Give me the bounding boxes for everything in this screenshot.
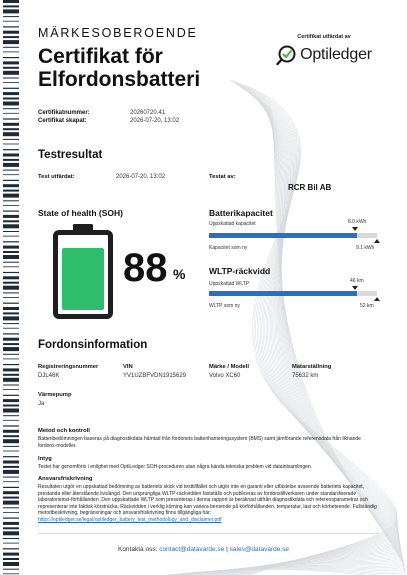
stripe-band [3, 531, 19, 535]
stripe-band [3, 497, 19, 499]
stripe-band [3, 359, 19, 360]
stripe-band [3, 553, 19, 556]
stripe-band [3, 272, 19, 273]
stripe-band [3, 430, 19, 433]
page-title: Certifikat för Elfordonsbatteri [38, 45, 201, 91]
vin-label: VIN [123, 364, 133, 370]
vin-value: YV1UZBFVDN1915629 [123, 373, 187, 379]
stripe-band [3, 501, 19, 505]
disclaimer-title: Ansvarsfriskrivning [38, 476, 93, 482]
test-by-label: Testat av: [209, 174, 236, 180]
stripe-band [3, 481, 19, 482]
stripe-band [3, 470, 19, 474]
stripe-band [3, 389, 19, 390]
test-date-label: Test utfärdat: [38, 174, 75, 180]
stripe-band [3, 415, 19, 416]
stripe-band [3, 246, 19, 249]
stripe-band [3, 88, 19, 89]
cert-created-label: Certifikat skapat: [38, 118, 87, 124]
disclaimer-block [38, 484, 378, 524]
stripe-band [3, 518, 19, 519]
stripe-band [3, 378, 19, 382]
stripe-band [3, 170, 19, 171]
stripe-band [3, 149, 19, 150]
capacity-title: Batterikapacitet [209, 208, 273, 218]
range-measured-marker [352, 286, 358, 290]
stripe-band [3, 569, 19, 570]
capacity-new-label: Kapacitet som ny [209, 245, 248, 251]
stripe-band [3, 328, 19, 329]
battery-gauge [53, 224, 113, 319]
stripe-band [3, 538, 19, 539]
stripe-band [3, 102, 19, 106]
footer-divider [38, 533, 379, 534]
stripe-band [3, 184, 19, 187]
footer-email-sales[interactable]: sales@datavarde.se [229, 546, 290, 553]
issuer-block [269, 34, 379, 66]
stripe-band [3, 527, 19, 529]
stripe-band [3, 132, 19, 136]
stripe-band [3, 9, 19, 13]
range-new-value: 52 km [360, 303, 374, 309]
stripe-band [3, 61, 19, 64]
stripe-band [3, 425, 19, 426]
stripe-band [3, 316, 19, 320]
battery-body [53, 230, 113, 319]
stripe-band [3, 190, 19, 192]
stripe-band [3, 405, 19, 407]
stripe-band [3, 347, 19, 351]
stripe-band [3, 562, 19, 566]
stripe-band [3, 343, 19, 345]
stripe-band [3, 139, 19, 140]
stripe-band [3, 364, 19, 365]
footer [0, 546, 407, 553]
stripe-band [3, 174, 19, 175]
stripe-band [3, 31, 19, 34]
stripe-band [3, 57, 19, 58]
stripe-band [3, 215, 19, 218]
results-heading: Testresultat [38, 149, 103, 161]
stripe-band [3, 451, 19, 452]
heatpump-value: Ja [38, 401, 45, 407]
reg-value: DJL46K [38, 373, 60, 379]
stripe-band [3, 522, 19, 525]
stripe-band [3, 128, 19, 130]
cert-number-label: Certifikatnummer: [38, 110, 90, 116]
cert-created-value: 2026-07-20, 13:02 [130, 118, 180, 124]
stripe-band [3, 123, 19, 126]
stripe-band [3, 21, 19, 22]
capacity-measured-value: 8.0 kWh [348, 219, 367, 225]
reg-label: Registreringsnummer [38, 364, 99, 370]
stripe-band [3, 374, 19, 376]
stripe-band [3, 558, 19, 560]
stripe-band [3, 154, 19, 157]
stripe-band [3, 439, 19, 443]
stripe-band [3, 231, 19, 232]
stripe-band [3, 224, 19, 228]
stripe-band [3, 255, 19, 259]
optiledger-logo [269, 44, 379, 66]
footer-prefix: Kontakta oss: [117, 546, 158, 553]
stripe-band [3, 266, 19, 267]
stripe-band [3, 200, 19, 201]
stripe-band [3, 36, 19, 38]
heatpump-label: Värmepump [38, 392, 72, 398]
stripe-band [3, 0, 19, 3]
stripe-band [3, 220, 19, 222]
stripe-band [3, 303, 19, 304]
stripe-band [3, 461, 19, 464]
stripe-band [3, 543, 19, 544]
soh-value: 88 [123, 246, 168, 290]
make-label: Märke / Modell [209, 364, 249, 370]
test-by-value: RCR Bil AB [288, 183, 332, 192]
stripe-band [3, 180, 19, 181]
stripe-band [3, 108, 19, 109]
stripe-band [3, 92, 19, 95]
stripe-band [3, 205, 19, 206]
range-bar [209, 291, 377, 296]
stripe-band [3, 395, 19, 396]
stripe-band [3, 194, 19, 198]
stripe-band [3, 297, 19, 298]
stripe-band [3, 446, 19, 447]
make-value: Volvo XC60 [209, 373, 241, 379]
footer-email-contact[interactable]: contact@datavarde.se [159, 546, 225, 553]
stripe-band [3, 26, 19, 27]
capacity-bar [209, 233, 377, 238]
stripe-band [3, 307, 19, 310]
vehicle-heading: Fordonsinformation [38, 339, 148, 351]
certificate-meta [38, 109, 179, 125]
stripe-band [3, 333, 19, 334]
stripe-band [3, 144, 19, 145]
decorative-barcode-stripe [3, 0, 19, 575]
test-date-value: 2026-07-20, 13:02 [116, 174, 166, 180]
cert-number-value: 20260720.41 [130, 110, 166, 116]
stripe-band [3, 47, 19, 48]
issuer-name: Optiledger [300, 46, 372, 63]
method-text: Batteribedömningen baseras på diagnostikdata hämtad från fordonets batterihanteringssystem (BMS) samt jämförande referensdata från liknande fordons-modeller. [38, 436, 361, 449]
stripe-band [3, 211, 19, 212]
stripe-band [3, 236, 19, 237]
stripe-band [3, 159, 19, 161]
stripe-band [3, 163, 19, 167]
range-measured-label: Uppskattad WLTP [209, 281, 250, 287]
stripe-band [3, 456, 19, 457]
stripe-band [3, 16, 19, 17]
stripe-band [3, 385, 19, 386]
header-kicker: MÄRKESOBEROENDE [38, 26, 198, 40]
footer-separator: | [226, 546, 228, 553]
stripe-band [3, 71, 19, 75]
stripe-band [3, 98, 19, 100]
stripe-band [3, 312, 19, 314]
stripe-band [3, 241, 19, 242]
range-new-marker [374, 297, 380, 301]
odometer-label: Mätarställning [292, 364, 332, 370]
stripe-band [3, 573, 19, 574]
stripe-band [3, 368, 19, 371]
odometer-value: 75632 km [292, 373, 319, 379]
capacity-bar-fill [209, 233, 357, 238]
stripe-band [3, 409, 19, 413]
soh-unit: % [173, 266, 186, 282]
stripe-band [3, 507, 19, 508]
disclaimer-link[interactable]: https://optiledger.se/legal/optiledger_battery_test_methodology_and_disclaimer.pdf [38, 516, 222, 523]
stripe-band [3, 82, 19, 83]
stripe-band [3, 512, 19, 513]
stripe-band [3, 323, 19, 324]
stripe-band [3, 354, 19, 355]
stripe-band [3, 435, 19, 437]
stripe-band [3, 292, 19, 293]
stripe-band [3, 5, 19, 7]
stripe-band [3, 420, 19, 421]
soh-label: State of health (SOH) [38, 208, 124, 218]
stripe-band [3, 399, 19, 402]
capacity-measured-marker [352, 227, 358, 231]
stripe-band [3, 338, 19, 341]
stripe-band [3, 286, 19, 290]
capacity-new-marker [374, 239, 380, 243]
capacity-new-value: 9.1 kWh [356, 245, 375, 251]
stripe-band [3, 491, 19, 494]
stripe-band [3, 466, 19, 468]
range-new-label: WLTP som ny [209, 303, 240, 309]
stripe-band [3, 113, 19, 114]
stripe-band [3, 118, 19, 119]
stripe-band [3, 52, 19, 53]
intyg-text: Testet har genomförts i enlighet med OptiLedger SOH-proceduren utan några kända tekniska problem vid dataintsamlingen. [38, 464, 313, 470]
stripe-band [3, 282, 19, 284]
issuer-label: Certifikat utfärdat av [297, 34, 351, 40]
stripe-band [3, 67, 19, 69]
intyg-title: Intyg [38, 456, 52, 462]
range-bar-fill [209, 291, 357, 296]
stripe-band [3, 78, 19, 79]
magnifier-check-icon [276, 44, 298, 66]
range-title: WLTP-räckvidd [209, 266, 271, 276]
stripe-band [3, 251, 19, 253]
method-title: Metod och kontroll [38, 428, 90, 434]
stripe-band [3, 487, 19, 488]
capacity-measured-label: Uppskattad kapacitet [209, 221, 256, 227]
stripe-band [3, 40, 19, 44]
disclaimer-text: Resultaten utgör en uppskattad bedömning av batteriets skick vid testtillfället och utgör inte en garanti eller utfästelse avseende batteriets kapacitet, prestanda eller återstående livslängd. Den ursprungliga WLTP-räckvidden fastställs och publiceras av fordonstillverkaren under standardiserade laboratorieinst-förhållanden. Den uppskattade WLTP som presenteras i denna rapport är beräknad utifrån diagnostikdata och referensparametrar och representerar inte faktisk körsträcka. Räckvidden i verklig körning kan variera beroende på körförhållanden, temperatur, last och körbeteende. Fullständig metodbeskrivning, begränsningar och ansvarsfriskrivning finns tillgängliga här: [38, 484, 377, 517]
battery-fill-level [62, 248, 104, 310]
stripe-band [3, 276, 19, 279]
range-measured-value: 46 km [350, 278, 364, 284]
stripe-band [3, 262, 19, 263]
stripe-band [3, 477, 19, 478]
